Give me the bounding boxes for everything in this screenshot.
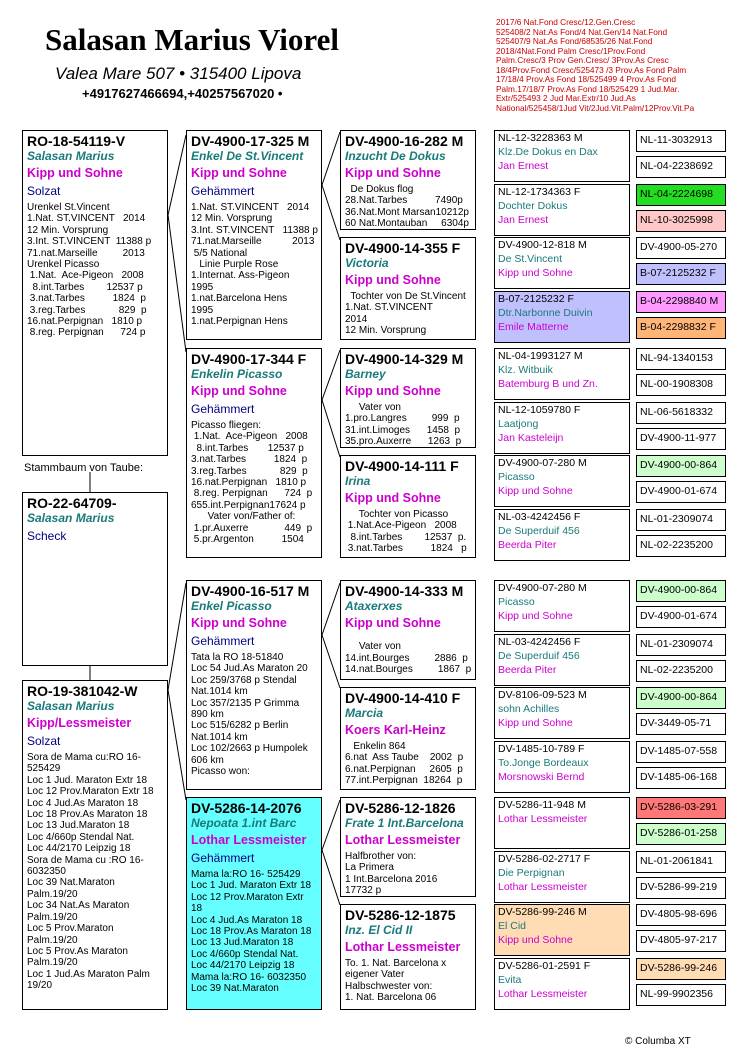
ring-number: DV-4900-14-333 M [345, 583, 464, 599]
generation-5-ring: DV-4805-98-696 [636, 904, 726, 926]
breeder-name: Kipp und Sohne [345, 273, 441, 287]
generation-5-ring: DV-4900-01-674 [636, 481, 726, 503]
generation-5-ring: DV-4900-05-270 [636, 237, 726, 259]
ring-number: DV-5286-99-246 M [498, 906, 587, 918]
pigeon-name: Enkelin Picasso [191, 367, 283, 381]
generation-5-ring: NL-06-5618332 [636, 402, 726, 424]
generation-5-ring: B-04-2298840 M [636, 291, 726, 313]
pigeon-info: Enkelin 864 6.nat Ass Taube 2002 p 6.nat.Perpignan 2605 p 77.int.Perpignan 18264 p [345, 741, 464, 787]
pigeon-name: Nepoata 1.int Barc [191, 816, 297, 830]
generation-5-ring: NL-02-2235200 [636, 535, 726, 557]
pigeon-info: Halfbrother von: La Primera 1 Int.Barcelona 2016 17732 p [345, 851, 438, 897]
ring-number: B-07-2125232 F [498, 293, 574, 305]
breeder-name: Kipp/Lessmeister [27, 716, 132, 730]
great-grandparent-4-card [340, 455, 476, 558]
pigeon-color: Solzat [27, 734, 61, 748]
generation-5-ring: NL-01-2061841 [636, 851, 726, 873]
generation-5-ring: DV-4900-01-674 [636, 606, 726, 628]
ring-number: DV-1485-10-789 F [498, 743, 585, 755]
page-title: Salasan Marius Viorel [45, 22, 339, 57]
great-grandparent-7-card [340, 797, 476, 897]
pigeon-name: Ataxerxes [345, 599, 403, 613]
grandsire-maternal-card [186, 580, 322, 790]
great-grandparent-1-card [340, 130, 476, 230]
great-great-grandparent-card [494, 184, 630, 236]
ring-number: DV-4900-07-280 M [498, 457, 587, 469]
generation-5-ring: NL-99-9902356 [636, 984, 726, 1006]
ring-number: NL-12-3228363 M [498, 132, 583, 144]
breeder-name: Kipp und Sohne [191, 384, 287, 398]
great-great-grandparent-card [494, 237, 630, 289]
generation-5-ring: DV-4900-00-864 [636, 687, 726, 709]
pigeon-info: Vater von 14.int.Bourges 2886 p 14.nat.Bourges 1867 p [345, 641, 472, 676]
ring-number: DV-8106-09-523 M [498, 689, 587, 701]
breeder-name: Lothar Lessmeister [345, 833, 461, 847]
pigeon-name: Enkel Picasso [191, 599, 272, 613]
pigeon-color: Gehämmert [191, 402, 255, 416]
pigeon-name: Inzucht De Dokus [345, 149, 446, 163]
pigeon-name: Dtr.Narbonne Duivin [498, 307, 593, 319]
generation-5-ring: DV-5286-01-258 [636, 823, 726, 845]
breeder-name: Lothar Lessmeister [191, 833, 307, 847]
pigeon-name: Klz. Witbuik [498, 364, 553, 376]
generation-5-ring: NL-11-3032913 [636, 130, 726, 152]
generation-5-ring: DV-1485-06-168 [636, 767, 726, 789]
generation-5-ring: NL-01-2309074 [636, 509, 726, 531]
generation-5-ring: DV-1485-07-558 [636, 741, 726, 763]
pigeon-name: Laatjong [498, 418, 539, 430]
breeder-name: Lothar Lessmeister [345, 940, 461, 954]
breeder-name: Kipp und Sohne [345, 384, 441, 398]
generation-5-ring: NL-00-1908308 [636, 374, 726, 396]
pigeon-name: Salasan Marius [27, 699, 115, 713]
great-great-grandparent-card [494, 741, 630, 793]
breeder-name: Lothar Lessmeister [498, 813, 588, 825]
breeder-name: Beerda Piter [498, 539, 557, 551]
ring-number: DV-4900-14-410 F [345, 690, 461, 706]
pigeon-info: Vater von 1.pro.Langres 999 p 31.int.Limoges 1458 p 35.pro.Auxerre 1263 p [345, 402, 462, 448]
ring-number: DV-4900-17-344 F [191, 351, 307, 367]
breeder-name: Lothar Lessmeister [498, 881, 588, 893]
breeder-name: Emile Matterne [498, 321, 569, 333]
ring-number: NL-03-4242456 F [498, 636, 581, 648]
generation-5-ring: DV-3449-05-71 [636, 713, 726, 735]
great-great-grandparent-card [494, 509, 630, 561]
ring-number: DV-4900-14-329 M [345, 351, 464, 367]
ring-number: DV-4900-07-280 M [498, 582, 587, 594]
generation-5-ring: DV-5286-99-219 [636, 877, 726, 899]
ring-number: NL-12-1734363 F [498, 186, 581, 198]
pigeon-color: Scheck [27, 529, 67, 543]
generation-5-ring: DV-4900-11-977 [636, 428, 726, 450]
great-great-grandparent-card [494, 455, 630, 507]
pigeon-name: El Cid [498, 920, 527, 932]
pigeon-name: Barney [345, 367, 386, 381]
pigeon-name: Dochter Dokus [498, 200, 568, 212]
pigeon-info: Mama la:RO 16- 525429 Loc 1 Jud. Maraton Extr 18 Loc 12 Prov.Maraton Extr 18 Loc 4 Jud.As Maraton 18 Loc 18 Prov.As Maraton 18 Loc 13 Jud.Maraton 18 Loc 4/660p Stendal Nat. Loc 44/2170 Leipzig 18 Mama la:RO 16- 6032350 Loc 39 Nat.Maraton [191, 869, 312, 995]
breeder-name: Kipp und Sohne [345, 491, 441, 505]
pigeon-color: Gehämmert [191, 184, 255, 198]
great-grandparent-5-card [340, 580, 476, 680]
ring-number: DV-4900-17-325 M [191, 133, 310, 149]
pigeon-name: Enkel De St.Vincent [191, 149, 304, 163]
granddam-paternal-card [186, 348, 322, 558]
pigeon-color: Gehämmert [191, 634, 255, 648]
pigeon-name: Inz. El Cid II [345, 923, 413, 937]
pigeon-info: Urenkel St.Vincent 1.Nat. ST.VINCENT 2014 12 Min. Vorsprung 3.Int. ST.VINCENT 11388 p 71.nat.Marseille 2013 Urenkel Picasso 1.Nat. Ace-Pigeon 2008 8.int.Tarbes 12537 p 3.nat.Tarbes 1824 p 3.reg.Tarbes 829 p 16.nat.Perpignan 1810 p 8.reg. Perpignan 724 p [27, 202, 152, 339]
breeder-name: Kipp und Sohne [191, 166, 287, 180]
generation-5-ring: NL-04-2224698 [636, 184, 726, 206]
pigeon-info: Tata la RO 18-51840 Loc 54 Jud.As Maraton 20 Loc 259/3768 p Stendal Nat.1014 km Loc 357/2135 P Grimma 890 km Loc 515/6282 p Berlin Nat.1014 km Loc 102/2663 p Humpolek 606 km Picasso won: [191, 652, 308, 778]
great-great-grandparent-card [494, 580, 630, 632]
ring-number: DV-4900-16-282 M [345, 133, 464, 149]
ring-number: RO-19-381042-W [27, 683, 138, 699]
generation-5-ring: DV-4805-97-217 [636, 930, 726, 952]
breeder-name: Batemburg B und Zn. [498, 378, 598, 390]
breeder-name: Kipp und Sohne [345, 616, 441, 630]
breeder-name: Kipp und Sohne [498, 485, 573, 497]
great-great-grandparent-card [494, 687, 630, 739]
great-great-grandparent-card [494, 634, 630, 686]
breeder-name: Kipp und Sohne [498, 610, 573, 622]
breeder-name: Kipp und Sohne [498, 267, 573, 279]
ring-number: NL-03-4242456 F [498, 511, 581, 523]
breeder-name: Jan Kasteleijn [498, 432, 564, 444]
great-grandparent-3-card [340, 348, 476, 448]
owner-phone: +4917627466694,+40257567020 • [82, 86, 283, 101]
great-great-grandparent-card [494, 291, 630, 343]
copyright: © Columba XT [625, 1036, 691, 1047]
generation-5-ring: DV-4900-00-864 [636, 455, 726, 477]
great-great-grandparent-card [494, 130, 630, 182]
great-grandparent-8-card [340, 904, 476, 1010]
generation-5-ring: NL-94-1340153 [636, 348, 726, 370]
pigeon-info: Tochter von Picasso 1.Nat.Ace-Pigeon 2008 8.int.Tarbes 12537 p. 3.nat.Tarbes 1824 p [347, 509, 467, 555]
pigeon-info: To. 1. Nat. Barcelona x eigener Vater Halbschwester von: 1. Nat. Barcelona 06 [345, 958, 447, 1004]
pigeon-color: Solzat [27, 184, 61, 198]
breeder-name: Kipp und Sohne [345, 166, 441, 180]
pigeon-name: Victoria [345, 256, 389, 270]
generation-5-ring: DV-5286-03-291 [636, 797, 726, 819]
breeder-name: Morsnowski Bernd [498, 771, 585, 783]
great-great-grandparent-card [494, 958, 630, 1010]
ring-number: DV-4900-16-517 M [191, 583, 310, 599]
pigeon-name: Frate 1 Int.Barcelona [345, 816, 464, 830]
pigeon-info: 1.Nat. ST.VINCENT 2014 12 Min. Vorsprung 3.Int. ST.VINCENT 11388 p 71.nat.Marseille 2013 5/5 National Linie Purple Rose 1.Internat. Ass-Pigeon 1995 1.nat.Barcelona Hens 1995 1.nat.Perpignan Hens [191, 202, 318, 328]
pigeon-name: Picasso [498, 471, 535, 483]
breeder-name: Kipp und Sohne [498, 934, 573, 946]
ring-number: DV-5286-14-2076 [191, 800, 302, 816]
owner-address: Valea Mare 507 • 315400 Lipova [55, 64, 302, 83]
ring-number: DV-5286-12-1875 [345, 907, 456, 923]
ring-number: NL-04-1993127 M [498, 350, 583, 362]
ring-number: DV-5286-12-1826 [345, 800, 456, 816]
results-text: 2017/6 Nat.Fond Cresc/12.Gen.Cresc 525408/2 Nat.As Fond/4 Nat.Gen/14 Nat.Fond 525407/9 Nat.As Fond/68535/26 Nat.Fond 2018/4Nat.Fond Palm Cresc/1Prov.Fond Palm.Cresc/3 Prov Gen.Cresc/ 3Prov.As Cresc 18/4Prov.Fond Cresc/525473 /3 Prov.As Fond Palm 17/18/4 Prov.As Fond 18/525499 4 Prov.As Fond Palm.17/18/7 Prov.As Fond 18/525429 1 Jud.Mar. Extr/525493 2 Jud Mar.Extr/10 Jud.As National/525458/1Jud Vit/2Jud.Vit.Palm/12Prov.Vit.Pa [496, 17, 695, 113]
ring-number: DV-5286-02-2717 F [498, 853, 591, 865]
pigeon-name: Evita [498, 974, 522, 986]
breeder-name: Kipp und Sohne [27, 166, 123, 180]
pigeon-info: Picasso fliegen: 1.Nat. Ace-Pigeon 2008 8.int.Tarbes 12537 p 3.nat.Tarbes 1824 p 3.reg.Tarbes 829 p 16.nat.Perpignan 1810 p 8.reg. Perpignan 724 p 655.int.Perpignan17624 p Vater von/Father of: 1.pr.Auxerre 449 p 5.pr.Argenton 1504 [191, 420, 313, 546]
dam-pigeon-card [22, 680, 168, 1010]
ring-number: NL-12-1059780 F [498, 404, 581, 416]
great-great-grandparent-card [494, 402, 630, 454]
generation-5-ring: B-04-2298832 F [636, 317, 726, 339]
pigeon-name: Irina [345, 474, 371, 488]
great-grandparent-2-card [340, 237, 476, 340]
generation-5-ring: B-07-2125232 F [636, 263, 726, 285]
breeder-name: Kipp und Sohne [498, 717, 573, 729]
ring-number: DV-5286-01-2591 F [498, 960, 591, 972]
great-great-grandparent-card [494, 904, 630, 956]
ring-number: DV-4900-14-111 F [345, 458, 459, 474]
breeder-name: Koers Karl-Heinz [345, 723, 446, 737]
breeder-name: Lothar Lessmeister [498, 988, 588, 1000]
great-grandparent-6-card [340, 687, 476, 790]
breeder-name: Jan Ernest [498, 160, 549, 172]
subject-pigeon-card [22, 130, 168, 456]
great-great-grandparent-card [494, 348, 630, 400]
breeder-name: Beerda Piter [498, 664, 557, 676]
generation-5-ring: NL-02-2235200 [636, 660, 726, 682]
ring-number: RO-18-54119-V [27, 133, 126, 149]
pigeon-color: Gehämmert [191, 851, 255, 865]
ring-number: DV-5286-11-948 M [498, 799, 586, 811]
stammbaum-label: Stammbaum von Taube: [24, 462, 144, 474]
generation-5-ring: NL-04-2238692 [636, 156, 726, 178]
sire-pigeon-card [22, 492, 168, 666]
ring-number: DV-4900-14-355 F [345, 240, 461, 256]
generation-5-ring: DV-4900-00-864 [636, 580, 726, 602]
pigeon-info: Tochter von De St.Vincent 1.Nat. ST.VINCENT 2014 12 Min. Vorsprung [345, 291, 466, 337]
pigeon-name: Picasso [498, 596, 535, 608]
pigeon-name: Salasan Marius [27, 149, 115, 163]
ring-number: DV-4900-12-818 M [498, 239, 587, 251]
great-great-grandparent-card [494, 851, 630, 903]
grandsire-paternal-card [186, 130, 322, 340]
breeder-name: Jan Ernest [498, 214, 549, 226]
generation-5-ring: NL-10-3025998 [636, 210, 726, 232]
pigeon-name: Die Perpignan [498, 867, 565, 879]
pigeon-name: De St.Vincent [498, 253, 563, 265]
generation-5-ring: DV-5286-99-246 [636, 958, 726, 980]
pigeon-name: De Superduif 456 [498, 650, 580, 662]
granddam-maternal-card [186, 797, 322, 1010]
great-great-grandparent-card [494, 797, 630, 849]
pigeon-name: Salasan Marius [27, 511, 115, 525]
pigeon-name: De Superduif 456 [498, 525, 580, 537]
pigeon-info: De Dokus flog 28.Nat.Tarbes 7490p 36.Nat.Mont Marsan10212p 60 Nat.Montauban 6304p [345, 184, 469, 230]
pigeon-name: sohn Achilles [498, 703, 560, 715]
pigeon-name: To.Jonge Bordeaux [498, 757, 589, 769]
pigeon-name: Marcia [345, 706, 384, 720]
breeder-name: Kipp und Sohne [191, 616, 287, 630]
pigeon-name: Klz.De Dokus en Dax [498, 146, 598, 158]
pigeon-info: Sora de Mama cu:RO 16- 525429 Loc 1 Jud. Maraton Extr 18 Loc 12 Prov.Maraton Extr 18 Loc 4 Jud.As Maraton 18 Loc 18 Prov.As Maraton 18 Loc 13 Jud.Maraton 18 Loc 4/660p Stendal Nat. Loc 44/2170 Leipzig 18 Sora de Mama cu :RO 16- 6032350 Loc 39 Nat.Maraton Palm.19/20 Loc 34 Nat.As Maraton Palm.19/20 Loc 5 Prov.Maraton Palm.19/20 Loc 5 Prov.As Maraton Palm.19/20 Loc 1 Jud.As Maraton Palm 19/20 [27, 752, 154, 992]
generation-5-ring: NL-01-2309074 [636, 634, 726, 656]
ring-number: RO-22-64709- [27, 495, 117, 511]
